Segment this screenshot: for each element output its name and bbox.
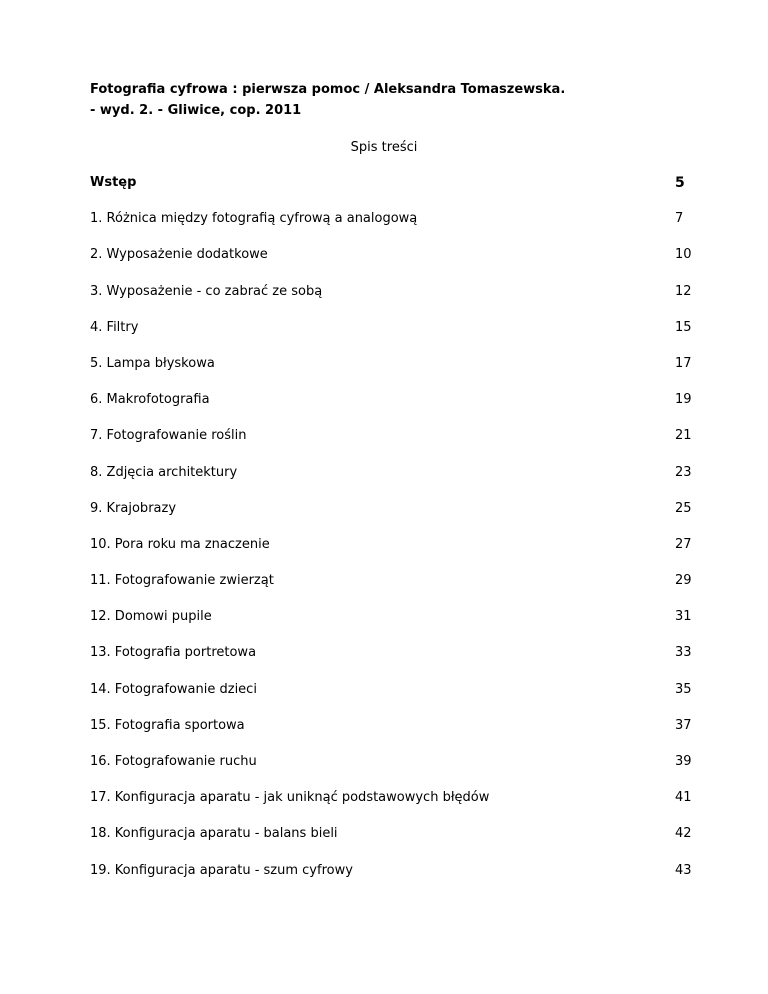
toc-entry [90,170,710,206]
toc-entry-label: 15. Fotografia sportowa [90,717,245,733]
toc-entry [90,315,710,351]
toc-entry-label: 16. Fotografowanie ruchu [90,754,257,769]
toc-entry-label: 3. Wyposażenie - co zabrać ze sobą [90,283,323,299]
toc-entry [90,351,710,387]
toc-entry-label: 12. Domowi pupile [90,609,212,625]
toc-entry [90,387,710,423]
toc-entry [90,496,710,532]
toc-entry [90,749,710,785]
toc-entry-label: 9. Krajobrazy [90,500,177,516]
toc-entry [90,713,710,749]
toc-entry [90,858,710,894]
toc-entry-page-number: 10 [675,247,692,263]
toc-entry [90,821,710,857]
toc-entry [90,242,710,278]
toc-entry-page-number: 29 [675,573,692,589]
toc-entry [90,460,710,496]
header-edition-line: - wyd. 2. - Gliwice, cop. 2011 [90,103,302,118]
toc-entry-page-number: 21 [675,428,692,444]
toc-entry-label: 7. Fotografowanie roślin [90,428,247,444]
toc-entry-page-number: 19 [675,392,692,408]
toc-entry-label: 2. Wyposażenie dodatkowe [90,247,268,263]
toc-entry-page-number: 17 [675,355,692,371]
toc-entry-page-number: 7 [675,211,684,227]
toc-entry-label: 19. Konfiguracja aparatu - szum cyfrowy [90,862,353,878]
toc-entry [90,206,710,242]
toc-entry [90,785,710,821]
toc-entry [90,677,710,713]
toc-entry-label: 11. Fotografowanie zwierząt [90,573,274,589]
toc-entry-page-number: 27 [675,536,692,552]
toc-entry [90,423,710,459]
toc-entry-page-number: 25 [675,500,692,516]
header-title-line: Fotografia cyfrowa : pierwsza pomoc / Aleksandra Tomaszewska. [90,82,566,97]
toc-entry-page-number: 15 [675,319,692,335]
toc-entry-label: 17. Konfiguracja aparatu - jak uniknąć podstawowych błędów [90,790,490,806]
toc-entry [90,568,710,604]
toc-entry-label: 4. Filtry [90,319,139,335]
toc-entry-label: 13. Fotografia portretowa [90,645,257,661]
toc-entry-label: 6. Makrofotografia [90,392,210,408]
bibliographic-header [90,79,565,121]
toc-entry [90,604,710,640]
toc-entry-page-number: 39 [675,754,692,769]
toc-entry-label: 14. Fotografowanie dzieci [90,681,257,697]
toc-entry-page-number: 41 [675,790,692,806]
toc-entry-page-number: 43 [675,862,692,878]
table-of-contents [90,170,710,894]
toc-entry-label: 5. Lampa błyskowa [90,355,215,371]
toc-heading: Spis treści [350,140,418,155]
toc-entry-label: Wstęp [90,175,137,190]
toc-entry [90,532,710,568]
toc-entry-page-number: 33 [675,645,692,661]
toc-entry-page-number: 31 [675,609,692,625]
toc-entry-page-number: 35 [675,681,692,697]
toc-entry-label: 8. Zdjęcia architektury [90,464,238,480]
toc-entry-page-number: 12 [675,283,692,299]
toc-entry-page-number: 23 [675,464,692,480]
toc-entry [90,279,710,315]
toc-entry-label: 18. Konfiguracja aparatu - balans bieli [90,826,338,842]
toc-entry-page-number: 37 [675,717,692,733]
toc-entry [90,640,710,676]
toc-entry-page-number: 5 [675,175,685,191]
toc-entry-label: 1. Różnica między fotografią cyfrową a analogową [90,211,418,227]
toc-entry-label: 10. Pora roku ma znaczenie [90,536,270,552]
toc-entry-page-number: 42 [675,826,692,842]
